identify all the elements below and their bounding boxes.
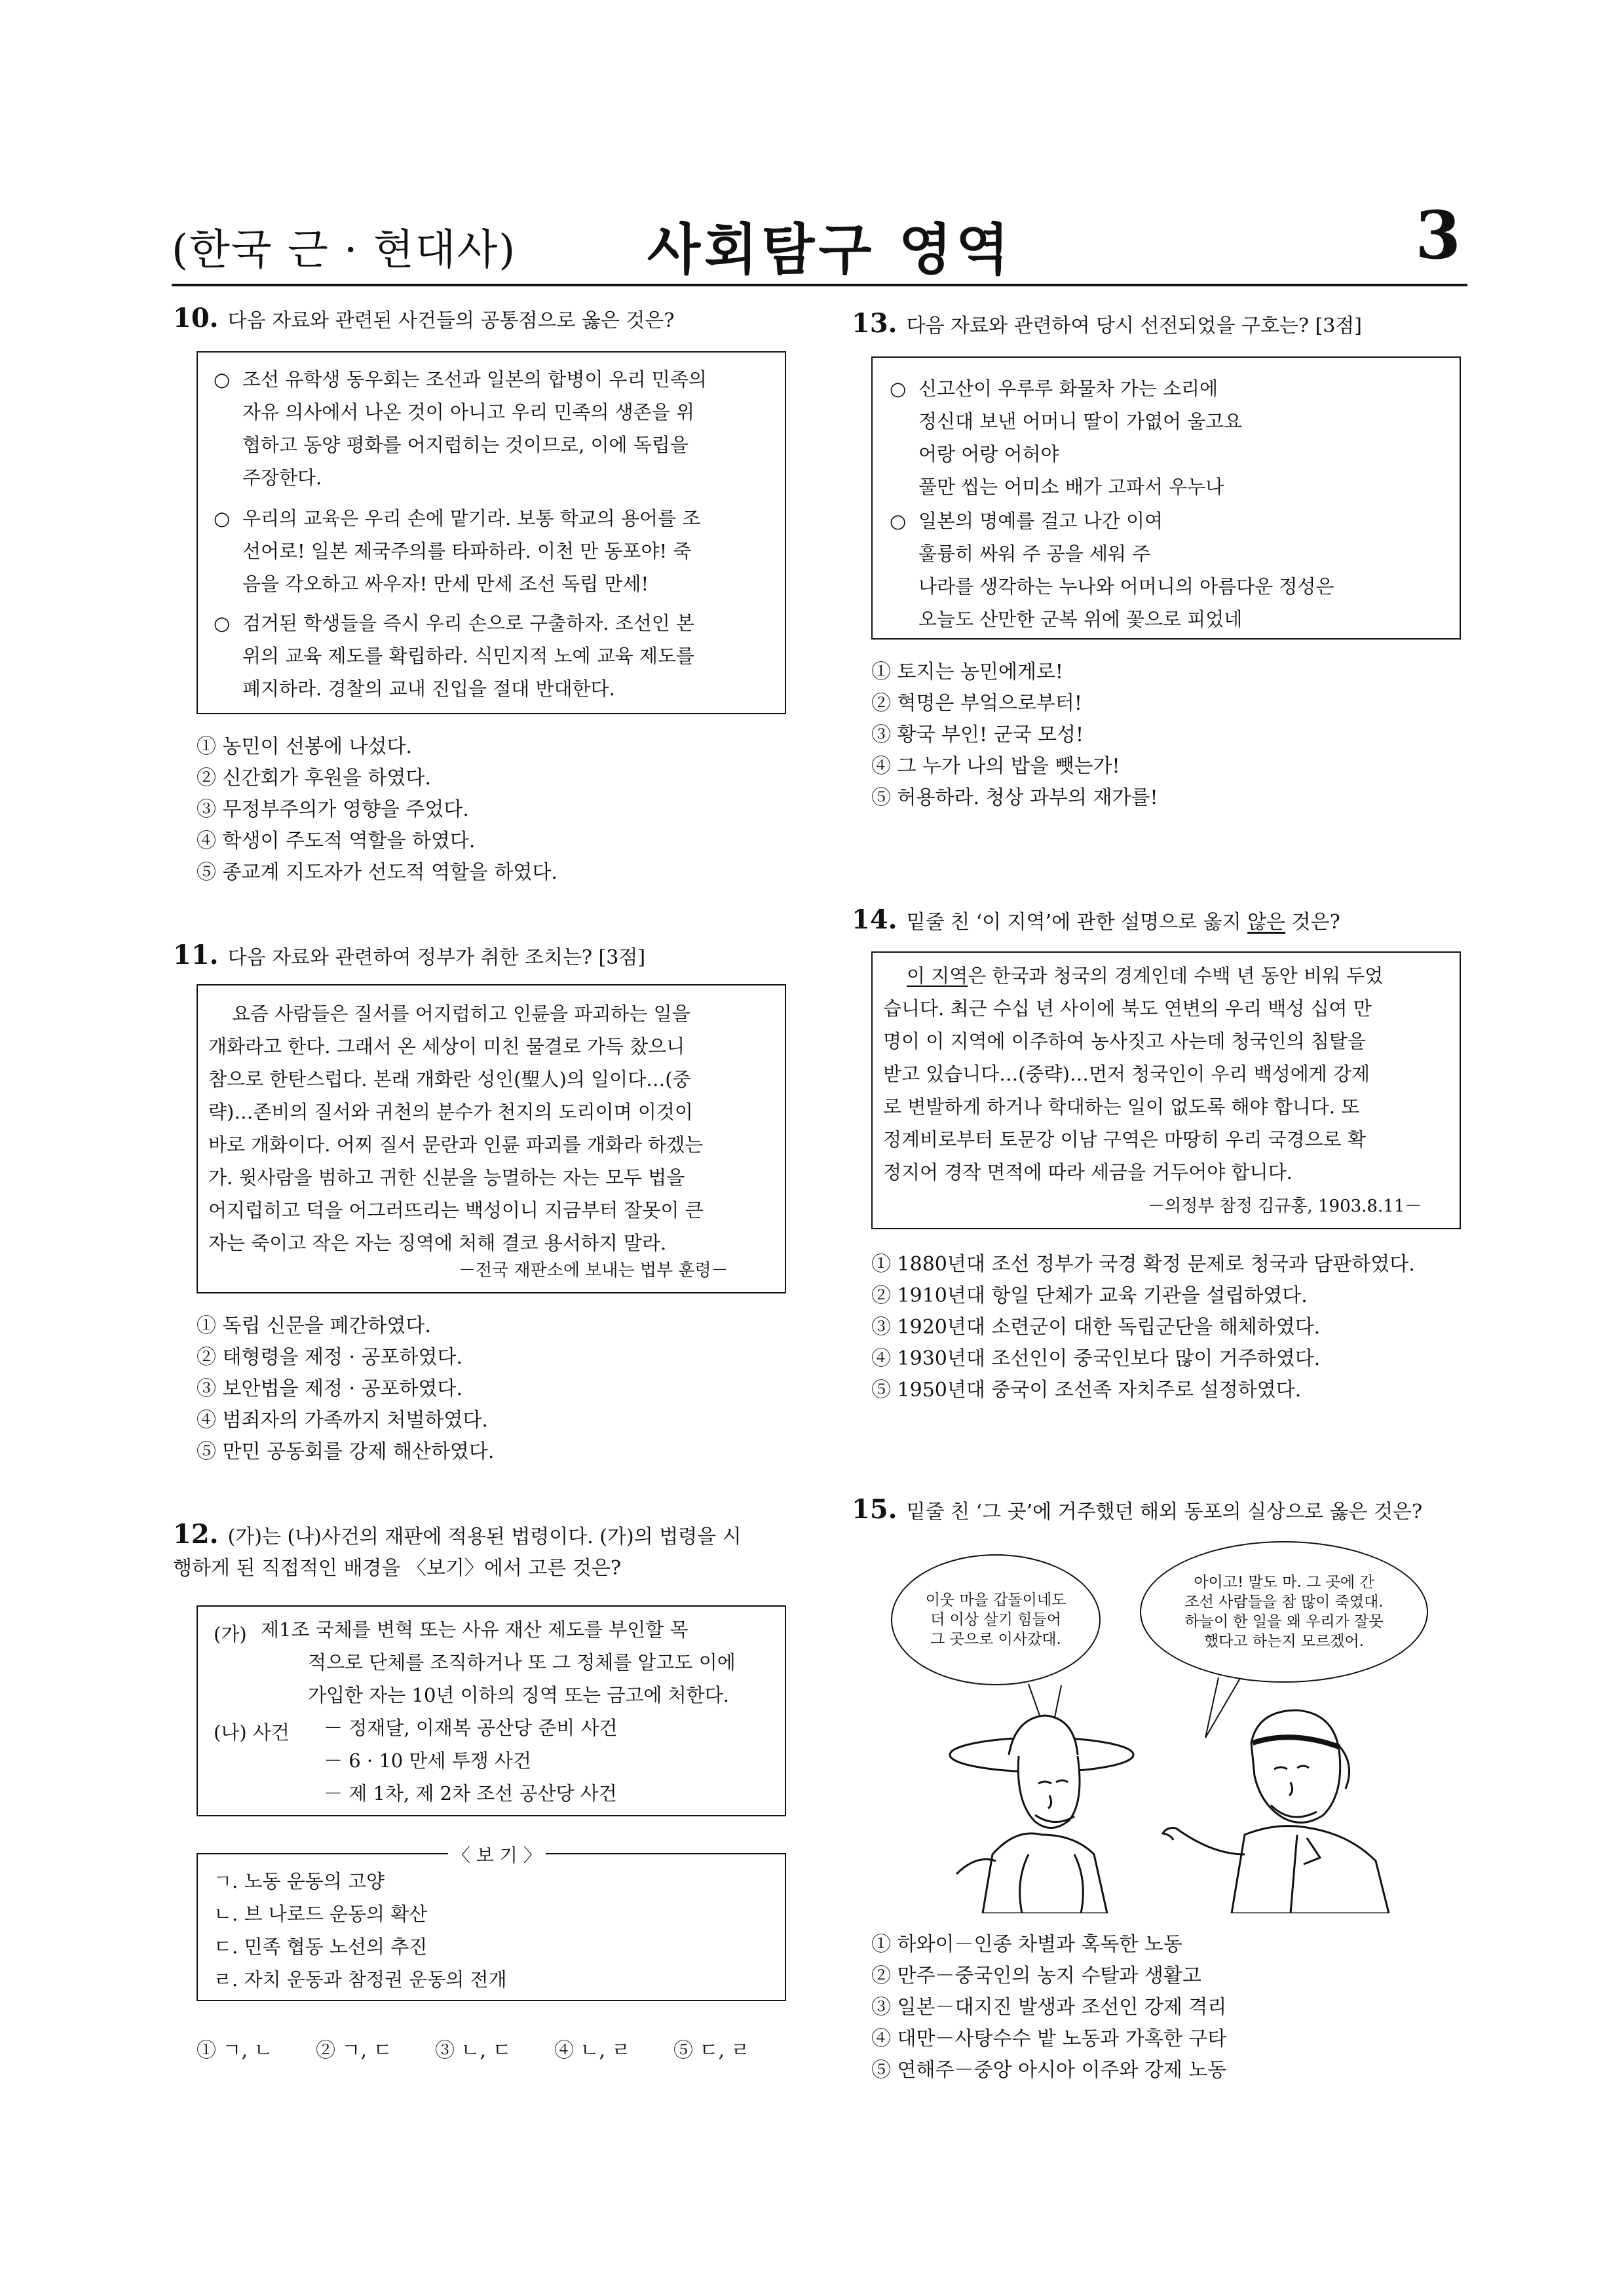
q10-choices [197, 731, 557, 889]
q11-line-6: 가. 윗사람을 범하고 귀한 신분을 능멸하는 자는 모두 법을 [208, 1166, 685, 1189]
q15-stem [852, 1494, 1422, 1528]
man-figure [1163, 1710, 1389, 1913]
q14-line-4: 받고 있습니다…(중략)…먼저 청국인이 우리 백성에게 강제 [883, 1063, 1370, 1085]
choice-4[interactable]: ④ 대만－사탕수수 밭 노동과 가혹한 구타 [871, 2027, 1227, 2050]
choice-5[interactable]: ⑤ 만민 공동회를 강제 해산하였다. [197, 1440, 495, 1463]
q14-stem [852, 904, 1340, 938]
q10-stem-text: 다음 자료와 관련된 사건들의 공통점으로 옳은 것은? [227, 309, 675, 332]
choice-5[interactable]: ⑤ 1950년대 중국이 조선족 자치주로 설정하였다. [871, 1379, 1302, 1402]
q12-na-label: (나) 사건 [214, 1721, 290, 1744]
q10-item-3-line-2: 위의 교육 제도를 확립하라. 식민지적 노예 교육 제도를 [242, 645, 695, 667]
q10-item-3-line-1: 검거된 학생들을 즉시 우리 손으로 구출하자. 조선인 본 [242, 612, 695, 634]
q10-item-1-line-1: 조선 유학생 동우회는 조선과 일본의 합병이 우리 민족의 [242, 368, 707, 391]
q12-na-text [324, 1712, 618, 1810]
q12-stem [173, 1519, 742, 1584]
q10-item-1-line-3: 협하고 동양 평화를 어지럽히는 것이므로, 이에 독립을 [242, 434, 689, 456]
bubble-left-line-1: 이웃 마을 갑돌이네도 [925, 1592, 1067, 1609]
q13-item-2-line-2: 훌륭히 싸워 주 공을 세워 주 [918, 543, 1151, 565]
q10-number: 10. [173, 303, 219, 334]
choice-5[interactable]: ⑤ 연해주－중앙 아시아 이주와 강제 노동 [871, 2059, 1227, 2082]
choice-5[interactable]: ⑤ ㄷ, ㄹ [673, 2039, 750, 2062]
q13-stem-text: 다음 자료와 관련하여 당시 선전되었을 구호는? [3점] [906, 315, 1362, 337]
q12-na-line-1: － 정재달, 이재복 공산당 준비 사건 [324, 1717, 618, 1739]
q10-item-2-line-1: 우리의 교육은 우리 손에 맡기라. 보통 학교의 용어를 조 [242, 507, 701, 529]
choice-1[interactable]: ① 1880년대 조선 정부가 국경 확정 문제로 청국과 담판하였다. [871, 1253, 1415, 1276]
q11-source-text [208, 997, 704, 1259]
choice-3[interactable]: ③ 일본－대지진 발생과 조선인 강제 격리 [871, 1996, 1227, 2019]
q11-line-7: 어지럽히고 덕을 어그러뜨리는 백성이니 지금부터 잘못이 큰 [208, 1199, 704, 1221]
choice-4[interactable]: ④ 범죄자의 가족까지 처벌하였다. [197, 1409, 488, 1432]
choice-4[interactable]: ④ 그 누가 나의 밥을 뺏는가! [871, 755, 1120, 778]
q12-stem-line-2: 행하게 된 직접적인 배경을 〈보기〉에서 고른 것은? [173, 1557, 621, 1580]
q13-item-2 [890, 505, 1334, 636]
q11-line-3: 참으로 한탄스럽다. 본래 개화란 성인(聖人)의 일이다…(중 [208, 1068, 691, 1090]
q12-stem-line-1: (가)는 (나)사건의 재판에 적용된 법령이다. (가)의 법령을 시 [227, 1525, 742, 1548]
q11-stem [173, 940, 645, 974]
choice-3[interactable]: ③ 무정부주의가 영향을 주었다. [197, 798, 469, 821]
q12-choices [197, 2034, 793, 2063]
q11-line-8: 자는 죽이고 작은 자는 징역에 처해 결코 용서하지 말라. [208, 1232, 667, 1254]
q11-choices [197, 1311, 494, 1468]
q15-number: 15. [852, 1494, 897, 1525]
q10-item-2-line-3: 음을 각오하고 싸우자! 만세 만세 조선 독립 만세! [242, 573, 649, 595]
q13-item-2-line-4: 오늘도 산만한 군복 위에 꽃으로 피었네 [918, 608, 1243, 630]
q10-item-1-line-4: 주장한다. [242, 467, 322, 489]
choice-3[interactable]: ③ 황국 부인! 군국 모성! [871, 723, 1084, 746]
choice-4[interactable]: ④ 학생이 주도적 역할을 하였다. [197, 830, 476, 852]
q14-stem-underlined: 않은 [1247, 911, 1286, 934]
bullet-icon: ○ [890, 377, 907, 400]
choice-1[interactable]: ① 농민이 선봉에 나섰다. [197, 735, 412, 758]
q14-source-citation: －의정부 참정 김규홍, 1903.8.11－ [1148, 1196, 1422, 1216]
q14-underlined-region: 이 지역 [907, 965, 968, 987]
q14-line-6: 정계비로부터 토문강 이남 구역은 마땅히 우리 국경으로 확 [883, 1128, 1366, 1151]
q11-line-4: 략)…존비의 질서와 귀천의 분수가 천지의 도리이며 이것이 [208, 1101, 693, 1123]
q13-item-1-line-3: 어랑 어랑 어허야 [918, 443, 1059, 465]
q14-stem-pre: 밑줄 친 ‘이 지역’에 관한 설명으로 옳지 [906, 911, 1248, 934]
bullet-icon: ○ [214, 612, 231, 634]
choice-2[interactable]: ② 신간회가 후원을 하였다. [197, 767, 431, 790]
q12-ga-line-2: 적으로 단체를 조직하거나 또 그 정체를 알고도 이에 [308, 1651, 736, 1674]
q10-item-1-line-2: 자유 의사에서 나온 것이 아니고 우리 민족의 생존을 위 [242, 401, 695, 423]
page-number: 3 [1415, 197, 1461, 274]
subject-label: (한국 근 · 현대사) [172, 226, 517, 275]
bubble-left-line-3: 그 곳으로 이사갔대. [930, 1631, 1061, 1648]
bullet-icon: ○ [214, 507, 231, 529]
q13-item-2-line-1: 일본의 명예를 걸고 나간 이여 [918, 510, 1163, 532]
q13-item-1-line-2: 정신대 보낸 어머니 딸이 가엾어 울고요 [918, 410, 1243, 432]
q13-item-2-line-3: 나라를 생각하는 누나와 어머니의 아름다운 정성은 [918, 575, 1334, 598]
choice-1[interactable]: ① ㄱ, ㄴ [197, 2039, 273, 2062]
q10-item-3 [214, 607, 694, 705]
q10-item-2 [214, 502, 700, 600]
choice-3[interactable]: ③ 1920년대 소련군이 대한 독립군단을 해체하였다. [871, 1316, 1321, 1339]
q12-na-line-2: － 6 · 10 만세 투쟁 사건 [324, 1750, 531, 1772]
q15-stem-text: 밑줄 친 ‘그 곳’에 거주했던 해외 동포의 실상으로 옳은 것은? [906, 1501, 1423, 1523]
q10-stem [173, 303, 674, 337]
bubble-right-line-4: 했다고 하는지 모르겠어. [1203, 1633, 1365, 1650]
q14-line-2: 습니다. 최근 수십 년 사이에 북도 연변의 우리 백성 십여 만 [883, 997, 1372, 1020]
exam-title: 사회탐구 영역 [647, 218, 1013, 282]
q13-choices [871, 657, 1158, 814]
q12-bogi-label: 〈 보 기 〉 [448, 1841, 546, 1867]
q11-source-citation: －전국 재판소에 보내는 법부 훈령－ [459, 1261, 728, 1280]
choice-3[interactable]: ③ ㄴ, ㄷ [435, 2039, 512, 2062]
q15-speech-bubble-left [891, 1554, 1101, 1685]
bogi-item-2: ㄴ. 브 나로드 운동의 확산 [214, 1903, 428, 1925]
q14-number: 14. [852, 904, 897, 935]
header-divider [172, 284, 1467, 286]
choice-2[interactable]: ② ㄱ, ㄷ [316, 2039, 392, 2062]
q12-bogi-list [214, 1865, 507, 1996]
q14-stem-post: 것은? [1285, 911, 1340, 934]
q11-line-5: 바로 개화이다. 어찌 질서 문란과 인륜 파괴를 개화라 하겠는 [208, 1134, 704, 1156]
bullet-icon: ○ [890, 510, 907, 532]
choice-1[interactable]: ① 하와이－인종 차별과 혹독한 노동 [871, 1933, 1182, 1956]
q14-line-1-rest: 은 한국과 청국의 경계인데 수백 년 동안 비워 두었 [968, 965, 1384, 987]
q12-na-line-3: － 제 1차, 제 2차 조선 공산당 사건 [324, 1782, 617, 1805]
q13-item-1-line-4: 풀만 씹는 어미소 배가 고파서 우누나 [918, 476, 1224, 498]
bubble-right-line-2: 조선 사람들을 참 많이 죽였대. [1184, 1594, 1384, 1611]
bubble-right-line-3: 하늘이 한 일을 왜 우리가 잘못 [1184, 1613, 1384, 1630]
page-header [172, 197, 1467, 288]
q13-number: 13. [852, 308, 897, 339]
choice-2[interactable]: ② 만주－중국인의 농지 수탈과 생활고 [871, 1964, 1201, 1987]
q11-line-1: 요즘 사람들은 질서를 어지럽히고 인륜을 파괴하는 일을 [232, 1003, 690, 1025]
q15-choices [871, 1929, 1226, 2086]
q11-line-2: 개화라고 한다. 그래서 온 세상이 미친 물결로 가득 찼으니 [208, 1035, 685, 1058]
farmer-figure [950, 1715, 1133, 1913]
q14-line-5: 로 변발하게 하거나 학대하는 일이 없도록 해야 합니다. 또 [883, 1096, 1360, 1118]
choice-5[interactable]: ⑤ 허용하라. 청상 과부의 재가를! [871, 786, 1158, 809]
q13-item-1 [890, 372, 1242, 503]
bubble-left-line-2: 더 이상 살기 힘들어 [930, 1611, 1061, 1628]
q14-choices [871, 1249, 1415, 1406]
choice-3[interactable]: ③ 보안법을 제정 · 공포하였다. [197, 1377, 463, 1400]
bullet-icon: ○ [214, 368, 231, 391]
choice-1[interactable]: ① 독립 신문을 폐간하였다. [197, 1314, 431, 1337]
q12-ga-line-1: 제1조 국체를 변혁 또는 사유 재산 제도를 부인할 목 [261, 1618, 689, 1641]
choice-2[interactable]: ② 태형령을 제정 · 공포하였다. [197, 1346, 463, 1369]
bogi-item-3: ㄷ. 민족 협동 노선의 추진 [214, 1936, 428, 1958]
choice-2[interactable]: ② 1910년대 항일 단체가 교육 기관을 설립하였다. [871, 1284, 1308, 1307]
q12-ga-text [261, 1613, 736, 1712]
q13-stem [852, 308, 1362, 342]
choice-4[interactable]: ④ ㄴ, ㄹ [554, 2039, 631, 2062]
q12-ga-label: (가) [214, 1623, 247, 1645]
choice-1[interactable]: ① 토지는 농민에게로! [871, 660, 1063, 683]
q12-ga-line-3: 가입한 자는 10년 이하의 징역 또는 금고에 처한다. [308, 1684, 729, 1706]
q14-line-7: 정지어 경작 면적에 따라 세금을 거두어야 합니다. [883, 1161, 1293, 1183]
choice-2[interactable]: ② 혁명은 부엌으로부터! [871, 692, 1082, 715]
choice-5[interactable]: ⑤ 종교계 지도자가 선도적 역할을 하였다. [197, 861, 557, 884]
q10-item-2-line-2: 선어로! 일본 제국주의를 타파하라. 이천 만 동포야! 죽 [242, 540, 692, 562]
q15-speech-bubble-right [1140, 1541, 1428, 1683]
q10-item-3-line-3: 폐지하라. 경찰의 교내 진입을 절대 반대한다. [242, 678, 615, 700]
bogi-item-4: ㄹ. 자치 운동과 참정권 운동의 전개 [214, 1968, 507, 1991]
choice-4[interactable]: ④ 1930년대 조선인이 중국인보다 많이 거주하였다. [871, 1347, 1321, 1370]
q11-stem-text: 다음 자료와 관련하여 정부가 취한 조치는? [3점] [227, 946, 646, 969]
q12-number: 12. [173, 1519, 219, 1550]
bubble-right-line-1: 아이고! 말도 마. 그 곳에 간 [1194, 1574, 1374, 1591]
q10-item-1 [214, 363, 707, 494]
q11-number: 11. [173, 940, 219, 970]
q13-item-1-line-1: 신고산이 우루루 화물차 가는 소리에 [918, 377, 1218, 400]
q14-line-3: 명이 이 지역에 이주하여 농사짓고 사는데 청국인의 침탈을 [883, 1030, 1366, 1052]
q14-source-text [883, 959, 1383, 1189]
bogi-item-1: ㄱ. 노동 운동의 고양 [214, 1870, 385, 1892]
